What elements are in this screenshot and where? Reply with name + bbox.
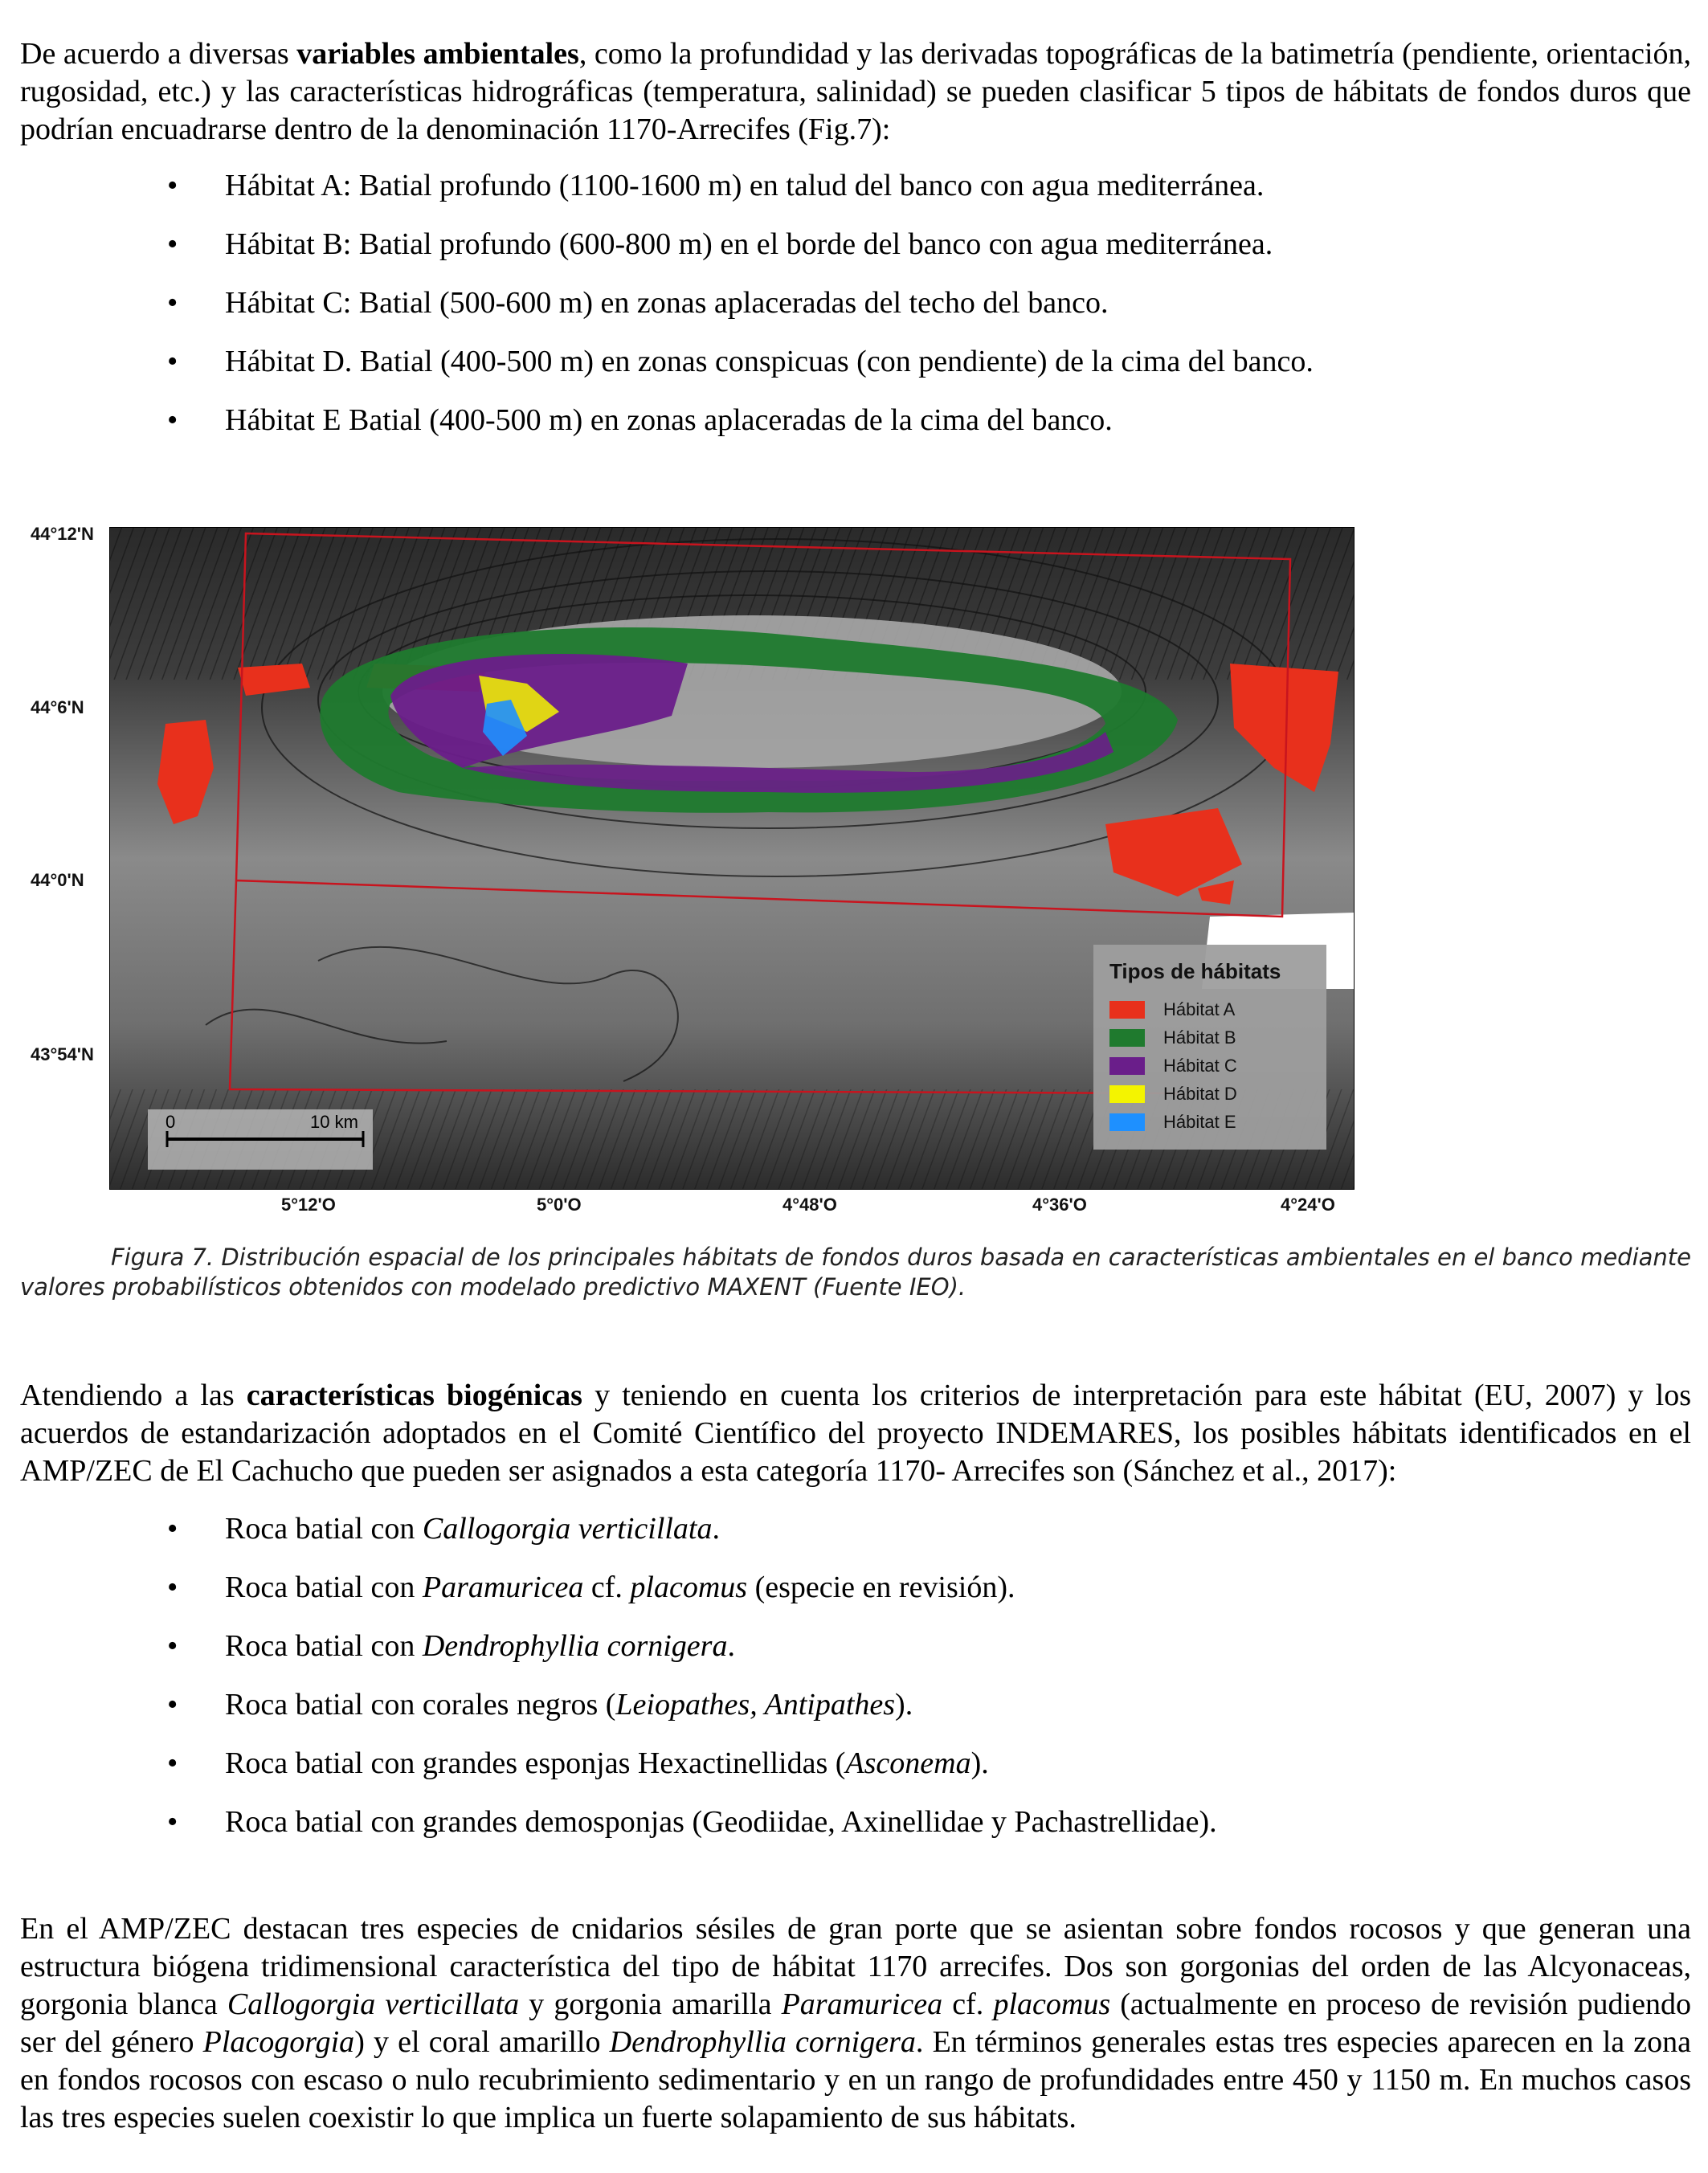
- list-item: • Roca batial con Paramuricea cf. placomus (especie en revisión).: [20, 1569, 1691, 1628]
- list-item: [20, 284, 1691, 343]
- lon-label: 5°12'O: [281, 1195, 336, 1215]
- bullet-icon: •: [167, 345, 178, 378]
- habitat-item: Hábitat D. Batial (400-500 m) en zonas conspicuas (con pendiente) de la cima del banco.: [225, 345, 1314, 378]
- habitat-item: Hábitat B: Batial profundo (600-800 m) en el borde del banco con agua mediterránea.: [225, 227, 1273, 261]
- scale-start-label: 0: [165, 1112, 176, 1132]
- habitat-item: Hábitat C: Batial (500-600 m) en zonas aplaceradas del techo del banco.: [225, 286, 1109, 320]
- bullet-icon: •: [167, 1688, 178, 1722]
- intro-text-cont: , como la profundidad y las derivadas topográficas de la batimetría (pendiente, orientación, rugosidad, etc.) y las características hidrográficas (temperatura, salinidad) se pueden clasificar 5 tipos de hábitats de fondos duros que podrían encuadrarse dentro de la denominación 1170-Arrecifes (Fig.7):: [20, 37, 1692, 146]
- scale-end-label: 10 km: [310, 1112, 358, 1132]
- lon-label: 4°24'O: [1281, 1195, 1335, 1215]
- list-item: [20, 167, 1691, 226]
- intro-text: De acuerdo a diversas: [20, 37, 297, 71]
- habitat-list: [20, 167, 1691, 460]
- bullet-icon: •: [167, 1629, 178, 1663]
- list-item: [20, 343, 1691, 402]
- final-paragraph: En el AMP/ZEC destacan tres especies de cnidarios sésiles de gran porte que se asientan sobre fondos rocosos y que generan una estructura biógena tridimensional característica del tipo de hábitat 1170 arrecifes. Dos son gorgonias del orden de las Alcyonaceas, gorgonia blanca Callogorgia verticillata y gorgonia amarilla Paramuricea cf. placomus (actualmente en proceso de revisión pudiendo ser del género Placogorgia) y el coral amarillo Dendrophyllia cornigera. En términos generales estas tres especies aparecen en la zona en fondos rocosos con escaso o nulo recubrimiento sedimentario y en un rango de profundidades entre 450 y 1150 m. En muchos casos las tres especies suelen coexistir lo que implica un fuerte solapamiento de sus hábitats.: [20, 1912, 1692, 2134]
- habitat-item: Hábitat A: Batial profundo (1100-1600 m) en talud del banco con agua mediterránea.: [225, 169, 1265, 202]
- bullet-icon: •: [167, 1746, 178, 1780]
- lat-label: 44°12'N: [31, 524, 94, 544]
- bullet-icon: •: [167, 1805, 178, 1839]
- habitat-item: Hábitat E Batial (400-500 m) en zonas aplaceradas de la cima del banco.: [225, 403, 1113, 437]
- list-item: • Roca batial con grandes esponjas Hexactinellidas (Asconema).: [20, 1745, 1691, 1803]
- lat-label: 44°6'N: [31, 697, 84, 717]
- biogenic-text: Atendiendo a las: [20, 1379, 247, 1412]
- legend-swatch-a: [1109, 1001, 1145, 1019]
- list-item: [20, 226, 1691, 284]
- legend-label: Hábitat B: [1163, 1027, 1236, 1048]
- biogenic-text-cont: y teniendo en cuenta los criterios de interpretación para este hábitat (EU, 2007) y los acuerdos de estandarización adoptados en el Comité Científico del proyecto INDEMARES, los posibles hábitats identificados en el AMP/ZEC de El Cachucho que pueden ser asignados a esta categoría 1170- Arrecifes son (Sánchez et al., 2017):: [20, 1379, 1691, 1488]
- legend-label: Hábitat E: [1163, 1112, 1236, 1132]
- caption-text: Figura 7. Distribución espacial de los principales hábitats de fondos duros basada en características ambientales en el banco mediante valores probabilísticos obtenidos con modelado predictivo MAXENT (Fuente IEO).: [20, 1244, 1691, 1301]
- bullet-icon: •: [167, 403, 178, 437]
- map-legend: [1093, 945, 1326, 1150]
- legend-swatch-d: [1109, 1085, 1145, 1103]
- lat-label: 44°0'N: [31, 870, 84, 890]
- lon-label: 4°36'O: [1032, 1195, 1087, 1215]
- legend-title: Tipos de hábitats: [1109, 959, 1281, 983]
- habitat-map: [109, 527, 1355, 1190]
- intro-paragraph: [20, 35, 1691, 149]
- bullet-icon: •: [167, 1571, 178, 1604]
- list-item: • Roca batial con Callogorgia verticillata.: [20, 1510, 1691, 1569]
- bullet-icon: •: [167, 227, 178, 261]
- lon-label: 4°48'O: [782, 1195, 837, 1215]
- legend-swatch-e: [1109, 1113, 1145, 1131]
- biogenic-bold: características biogénicas: [246, 1379, 582, 1412]
- biogenic-paragraph: [20, 1377, 1691, 1490]
- legend-label: Hábitat C: [1163, 1056, 1237, 1076]
- list-item: • Roca batial con grandes demosponjas (Geodiidae, Axinellidae y Pachastrellidae).: [20, 1803, 1691, 1862]
- bullet-icon: •: [167, 169, 178, 202]
- roca-list: [20, 1510, 1691, 1862]
- intro-bold: variables ambientales: [296, 37, 579, 71]
- legend-label: Hábitat D: [1163, 1084, 1237, 1104]
- legend-swatch-c: [1109, 1057, 1145, 1075]
- lat-label: 43°54'N: [31, 1044, 94, 1064]
- list-item: • Roca batial con corales negros (Leiopathes, Antipathes).: [20, 1686, 1691, 1745]
- bullet-icon: •: [167, 1512, 178, 1546]
- legend-swatch-b: [1109, 1029, 1145, 1047]
- legend-label: Hábitat A: [1163, 999, 1236, 1019]
- scale-bar: [148, 1109, 373, 1170]
- bullet-icon: •: [167, 286, 178, 320]
- lon-label: 5°0'O: [537, 1195, 582, 1215]
- list-item: • Roca batial con Dendrophyllia cornigera.: [20, 1628, 1691, 1686]
- list-item: [20, 402, 1691, 460]
- figure-caption: [20, 1243, 1691, 1302]
